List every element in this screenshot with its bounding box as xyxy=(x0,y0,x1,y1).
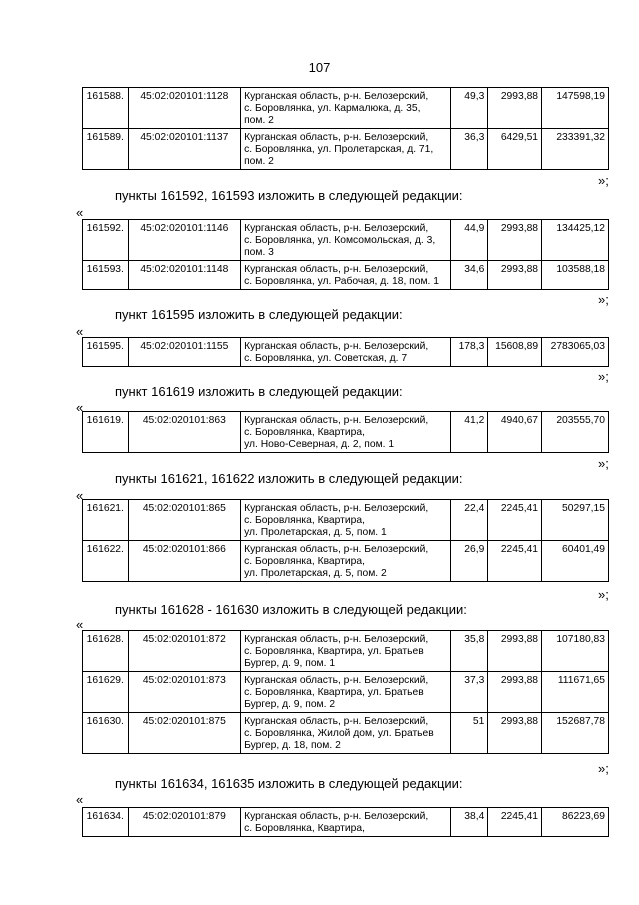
property-table xyxy=(82,337,609,367)
address-line: Курганская область, р-н. Белозерский, xyxy=(244,544,429,555)
address-line: с. Боровлянка, ул. Комсомольская, д. 3, xyxy=(244,235,436,246)
address-line: Курганская область, р-н. Белозерский, xyxy=(244,811,429,822)
area-cell: 41,2 xyxy=(450,412,487,453)
address-line: Курганская область, р-н. Белозерский, xyxy=(244,634,429,645)
cadastral-number-cell: 45:02:020101:863 xyxy=(128,412,240,453)
address-cell xyxy=(241,412,451,453)
address-line: Курганская область, р-н. Белозерский, xyxy=(244,132,429,143)
opening-quote: « xyxy=(76,488,84,503)
address-cell xyxy=(241,129,451,170)
property-table xyxy=(82,499,609,582)
address-line: с. Боровлянка, ул. Советская, д. 7 xyxy=(244,353,408,364)
total-value-cell: 111671,65 xyxy=(542,672,609,713)
area-cell: 37,3 xyxy=(450,672,487,713)
address-line: Курганская область, р-н. Белозерский, xyxy=(244,415,429,426)
table-row xyxy=(83,412,609,453)
address-line: Бургер, д. 9, пом. 2 xyxy=(244,699,336,710)
area-cell: 49,3 xyxy=(450,88,487,129)
address-line: Бургер, д. 18, пом. 2 xyxy=(244,740,341,751)
address-line: Курганская область, р-н. Белозерский, xyxy=(244,716,429,727)
address-line: Курганская область, р-н. Белозерский, xyxy=(244,341,429,352)
cadastral-number-cell: 45:02:020101:1137 xyxy=(128,129,240,170)
total-value-cell: 134425,12 xyxy=(542,220,609,261)
cadastral-number-cell: 45:02:020101:866 xyxy=(128,541,240,582)
item-number-cell: 161593. xyxy=(83,261,129,290)
cadastral-number-cell: 45:02:020101:865 xyxy=(128,500,240,541)
table-row xyxy=(83,338,609,367)
address-line: с. Боровлянка, Квартира, xyxy=(244,556,365,567)
closing-quote: »; xyxy=(598,761,609,776)
address-line: пом. 3 xyxy=(244,247,274,258)
property-table xyxy=(82,807,609,837)
table-row xyxy=(83,220,609,261)
table-row xyxy=(83,808,609,837)
opening-quote: « xyxy=(76,324,84,339)
area-cell: 51 xyxy=(450,713,487,754)
item-number-cell: 161589. xyxy=(83,129,129,170)
total-value-cell: 2783065,03 xyxy=(542,338,609,367)
address-line: ул. Пролетарская, д. 5, пом. 1 xyxy=(244,527,387,538)
table-row xyxy=(83,541,609,582)
area-cell: 38,4 xyxy=(450,808,487,837)
amendment-instruction: пункты 161621, 161622 изложить в следующей редакции: xyxy=(115,471,463,486)
address-line: с. Боровлянка, Квартира, xyxy=(244,427,365,438)
opening-quote: « xyxy=(76,792,84,807)
total-value-cell: 107180,83 xyxy=(542,631,609,672)
address-cell xyxy=(241,220,451,261)
closing-quote: »; xyxy=(598,456,609,471)
address-line: Курганская область, р-н. Белозерский, xyxy=(244,675,429,686)
amendment-instruction: пункты 161628 - 161630 изложить в следующей редакции: xyxy=(115,602,467,617)
unit-price-cell: 15608,89 xyxy=(488,338,542,367)
unit-price-cell: 2993,88 xyxy=(488,88,542,129)
total-value-cell: 233391,32 xyxy=(542,129,609,170)
closing-quote: »; xyxy=(598,292,609,307)
closing-quote: »; xyxy=(598,369,609,384)
address-line: Курганская область, р-н. Белозерский, xyxy=(244,223,429,234)
cadastral-number-cell: 45:02:020101:875 xyxy=(128,713,240,754)
address-cell xyxy=(241,338,451,367)
table-row xyxy=(83,500,609,541)
item-number-cell: 161630. xyxy=(83,713,129,754)
property-table xyxy=(82,219,609,290)
opening-quote: « xyxy=(76,400,84,415)
amendment-instruction: пункты 161634, 161635 изложить в следующей редакции: xyxy=(115,776,463,791)
item-number-cell: 161595. xyxy=(83,338,129,367)
item-number-cell: 161622. xyxy=(83,541,129,582)
table-row xyxy=(83,672,609,713)
cadastral-number-cell: 45:02:020101:1155 xyxy=(128,338,240,367)
address-cell xyxy=(241,88,451,129)
total-value-cell: 103588,18 xyxy=(542,261,609,290)
amendment-instruction: пункт 161619 изложить в следующей редакции: xyxy=(115,384,403,399)
closing-quote: »; xyxy=(598,173,609,188)
address-line: пом. 2 xyxy=(244,156,274,167)
address-cell xyxy=(241,541,451,582)
area-cell: 22,4 xyxy=(450,500,487,541)
total-value-cell: 60401,49 xyxy=(542,541,609,582)
address-line: с. Боровлянка, Квартира, ул. Братьев xyxy=(244,646,424,657)
item-number-cell: 161634. xyxy=(83,808,129,837)
unit-price-cell: 2245,41 xyxy=(488,500,542,541)
item-number-cell: 161629. xyxy=(83,672,129,713)
unit-price-cell: 2993,88 xyxy=(488,713,542,754)
opening-quote: « xyxy=(76,617,84,632)
property-table xyxy=(82,87,609,170)
total-value-cell: 152687,78 xyxy=(542,713,609,754)
item-number-cell: 161588. xyxy=(83,88,129,129)
address-cell xyxy=(241,672,451,713)
property-table xyxy=(82,630,609,754)
total-value-cell: 86223,69 xyxy=(542,808,609,837)
table-row xyxy=(83,129,609,170)
cadastral-number-cell: 45:02:020101:1146 xyxy=(128,220,240,261)
address-line: с. Боровлянка, Квартира, xyxy=(244,823,365,834)
address-cell xyxy=(241,713,451,754)
address-line: Курганская область, р-н. Белозерский, xyxy=(244,91,429,102)
address-line: с. Боровлянка, Жилой дом, ул. Братьев xyxy=(244,728,434,739)
address-cell xyxy=(241,500,451,541)
address-line: Курганская область, р-н. Белозерский, xyxy=(244,503,429,514)
opening-quote: « xyxy=(76,205,84,220)
table-row xyxy=(83,88,609,129)
address-line: Бургер, д. 9, пом. 1 xyxy=(244,658,336,669)
area-cell: 26,9 xyxy=(450,541,487,582)
unit-price-cell: 2993,88 xyxy=(488,672,542,713)
address-cell xyxy=(241,808,451,837)
total-value-cell: 50297,15 xyxy=(542,500,609,541)
unit-price-cell: 2993,88 xyxy=(488,261,542,290)
address-line: пом. 2 xyxy=(244,115,274,126)
area-cell: 44,9 xyxy=(450,220,487,261)
cadastral-number-cell: 45:02:020101:1148 xyxy=(128,261,240,290)
table-row xyxy=(83,631,609,672)
address-line: с. Боровлянка, Квартира, xyxy=(244,515,365,526)
area-cell: 36,3 xyxy=(450,129,487,170)
area-cell: 34,6 xyxy=(450,261,487,290)
cadastral-number-cell: 45:02:020101:1128 xyxy=(128,88,240,129)
address-cell xyxy=(241,261,451,290)
address-line: Курганская область, р-н. Белозерский, xyxy=(244,264,429,275)
closing-quote: »; xyxy=(598,587,609,602)
total-value-cell: 203555,70 xyxy=(542,412,609,453)
table-row xyxy=(83,713,609,754)
item-number-cell: 161592. xyxy=(83,220,129,261)
area-cell: 35,8 xyxy=(450,631,487,672)
address-line: с. Боровлянка, ул. Рабочая, д. 18, пом. 1 xyxy=(244,276,439,287)
item-number-cell: 161619. xyxy=(83,412,129,453)
cadastral-number-cell: 45:02:020101:879 xyxy=(128,808,240,837)
item-number-cell: 161628. xyxy=(83,631,129,672)
amendment-instruction: пункты 161592, 161593 изложить в следующей редакции: xyxy=(115,188,463,203)
address-line: с. Боровлянка, ул. Пролетарская, д. 71, xyxy=(244,144,434,155)
address-line: ул. Ново-Северная, д. 2, пом. 1 xyxy=(244,439,395,450)
area-cell: 178,3 xyxy=(450,338,487,367)
unit-price-cell: 4940,67 xyxy=(488,412,542,453)
table-row xyxy=(83,261,609,290)
address-line: ул. Пролетарская, д. 5, пом. 2 xyxy=(244,568,387,579)
cadastral-number-cell: 45:02:020101:872 xyxy=(128,631,240,672)
unit-price-cell: 2245,41 xyxy=(488,808,542,837)
unit-price-cell: 6429,51 xyxy=(488,129,542,170)
address-line: с. Боровлянка, Квартира, ул. Братьев xyxy=(244,687,424,698)
unit-price-cell: 2993,88 xyxy=(488,220,542,261)
unit-price-cell: 2993,88 xyxy=(488,631,542,672)
page-number: 107 xyxy=(308,60,331,75)
address-cell xyxy=(241,631,451,672)
unit-price-cell: 2245,41 xyxy=(488,541,542,582)
amendment-instruction: пункт 161595 изложить в следующей редакции: xyxy=(115,307,403,322)
address-line: с. Боровлянка, ул. Кармалюка, д. 35, xyxy=(244,103,421,114)
cadastral-number-cell: 45:02:020101:873 xyxy=(128,672,240,713)
property-table xyxy=(82,411,609,453)
total-value-cell: 147598,19 xyxy=(542,88,609,129)
item-number-cell: 161621. xyxy=(83,500,129,541)
